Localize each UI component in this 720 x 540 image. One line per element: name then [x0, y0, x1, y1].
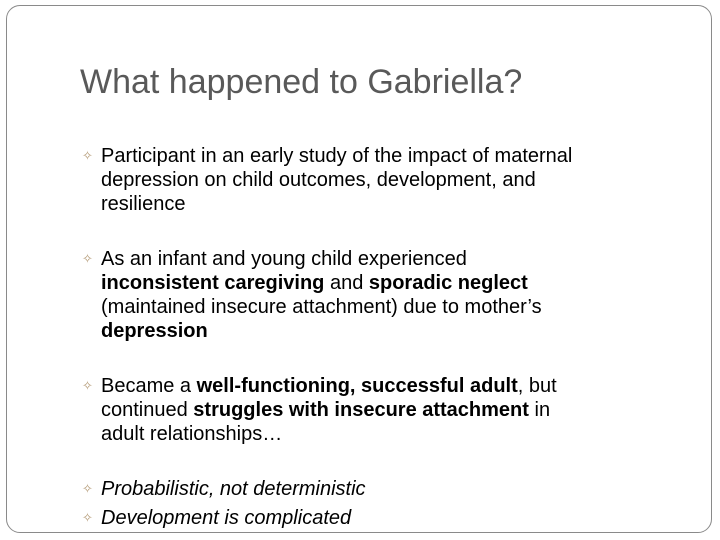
- bullet-icon: ✧: [82, 378, 93, 393]
- emphasis-text: inconsistent caregiving: [101, 272, 325, 294]
- bullet-line: (maintained insecure attachment) due to mother’s: [101, 296, 542, 318]
- bullet-text: [101, 374, 682, 446]
- bullet-line: in: [528, 399, 551, 421]
- emphasis-text: struggles with insecure attachment: [193, 399, 529, 421]
- bullet-item-3: [82, 374, 682, 446]
- bullet-text: Probabilistic, not deterministic: [101, 478, 366, 500]
- bullet-item-1: [82, 144, 682, 216]
- bullet-text: [101, 144, 682, 216]
- bullet-line: , but: [517, 375, 557, 397]
- bullet-item-2: [82, 247, 682, 343]
- bullet-line: depression on child outcomes, development, and: [101, 169, 536, 191]
- bullet-icon: ✧: [82, 481, 93, 496]
- bullet-line: and: [324, 272, 369, 294]
- bullet-line: resilience: [101, 193, 186, 215]
- slide-title: What happened to Gabriella?: [80, 63, 523, 101]
- bullet-line: Became a: [101, 375, 197, 397]
- bullet-icon: ✧: [82, 251, 93, 266]
- bullet-line: As an infant and young child experienced: [101, 248, 467, 270]
- bullet-item-5: [82, 506, 682, 530]
- bullet-text: [101, 247, 682, 343]
- emphasis-text: sporadic neglect: [368, 272, 528, 294]
- bullet-icon: ✧: [82, 148, 93, 163]
- bullet-icon: ✧: [82, 510, 93, 525]
- bullet-line: continued: [101, 399, 194, 421]
- emphasis-text: depression: [101, 320, 208, 342]
- bullet-line: Participant in an early study of the impact of maternal: [101, 145, 573, 167]
- bullet-text: Development is complicated: [101, 507, 352, 529]
- bullet-line: adult relationships…: [101, 423, 283, 445]
- emphasis-text: well-functioning, successful adult: [196, 375, 518, 397]
- bullet-item-4: [82, 477, 682, 501]
